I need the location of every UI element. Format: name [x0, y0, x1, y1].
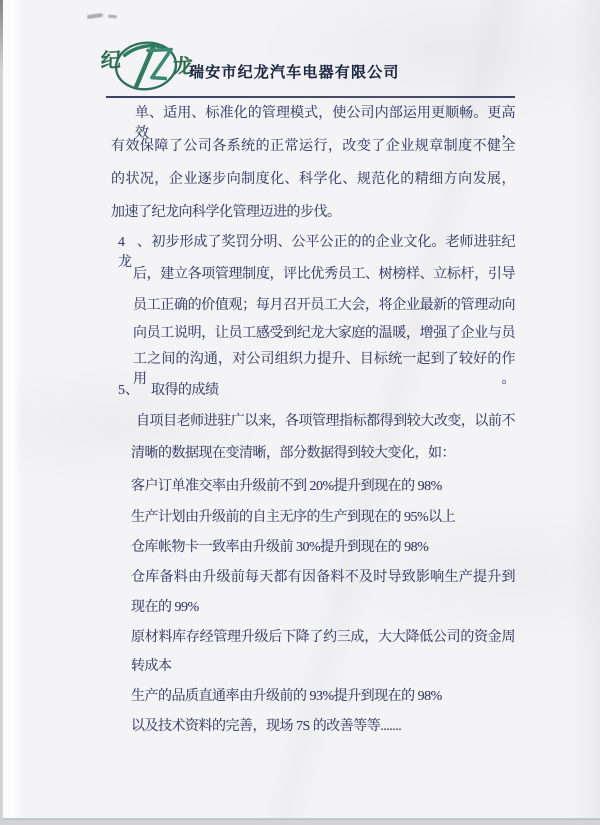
line-text: 员工正确的价值观；每月召开员工大会，将企业最新的管理动向 — [133, 298, 515, 313]
text-line — [133, 324, 515, 344]
text-line — [131, 508, 455, 528]
line-text: 加速了纪龙向科学化管理迈进的步伐。 — [111, 205, 341, 220]
line-text: 仓库备料由升级前每天都有因备料不及时导致影响生产提升到 — [131, 570, 515, 585]
paper-sheet — [3, 0, 600, 819]
text-line — [111, 170, 515, 190]
text-line — [131, 568, 515, 588]
text-line — [136, 412, 515, 432]
line-text: 工之间的沟通，对公司组织力提升、目标统一起到了较好的作用。 — [133, 352, 515, 387]
line-text: 向员工说明，让员工感受到纪龙大家庭的温暖，增强了企业与员 — [133, 326, 515, 341]
list-marker: 5、 — [118, 383, 139, 398]
text-line — [111, 203, 341, 223]
line-text: 原材料库存经管理升级后下降了约三成，大大降低公司的资金周 — [131, 630, 515, 645]
text-line — [131, 687, 442, 707]
line-text: 生产计划由升级前的自主无序的生产到现在的 95%以上 — [131, 510, 456, 525]
text-line — [131, 628, 515, 648]
line-text: 取得的成绩 — [151, 383, 219, 398]
text-line — [111, 137, 515, 157]
scanner-edge-shadow — [0, 0, 3, 70]
logo-left-character: 纪 — [100, 49, 122, 73]
line-text: 转成本 — [131, 659, 172, 674]
text-line — [131, 598, 199, 618]
line-text: 以及技术资料的完善，现场 7S 的改善等等....... — [131, 719, 402, 734]
line-text: 单、适用、标准化的管理模式，使公司内部运用更顺畅。更高效， — [135, 106, 515, 141]
list-marker: 4、 — [118, 235, 151, 250]
line-text: 客户订单准交率由升级前不到 20%提升到现在的 98% — [131, 479, 442, 494]
line-text: 自项目老师进驻广以来，各项管理指标都得到较大改变，以前不 — [136, 414, 515, 429]
line-text: 生产的品质直通率由升级前的 93%提升到现在的 98% — [131, 689, 442, 704]
text-line — [118, 381, 219, 401]
line-text: 后，建立各项管理制度，评比优秀员工、树榜样、立标杆，引导 — [133, 267, 515, 282]
text-line — [131, 717, 401, 737]
text-line — [133, 296, 515, 316]
line-text: 初步形成了奖罚分明、公平公正的的企业文化。老师进驻纪龙 — [118, 235, 515, 270]
line-text: 清晰的数据现在变清晰，部分数据得到较大变化，如： — [131, 446, 455, 461]
logo-right-character: 龙 — [172, 55, 194, 79]
line-text: 仓库帐物卡一致率由升级前 30%提升到现在的 98% — [131, 540, 429, 555]
line-text: 的状况，企业逐步向制度化、科学化、规范化的精细方向发展， — [111, 172, 515, 187]
text-line — [131, 538, 428, 558]
text-line — [131, 477, 442, 497]
line-text: 有效保障了公司各系统的正常运行，改变了企业规章制度不健全 — [111, 139, 515, 154]
text-line — [133, 265, 515, 285]
text-line — [131, 444, 455, 464]
line-text: 现在的 99% — [131, 600, 199, 615]
document-body — [3, 0, 600, 818]
company-name: 瑞安市纪龙汽车电器有限公司 — [189, 65, 400, 81]
text-line — [131, 657, 172, 677]
